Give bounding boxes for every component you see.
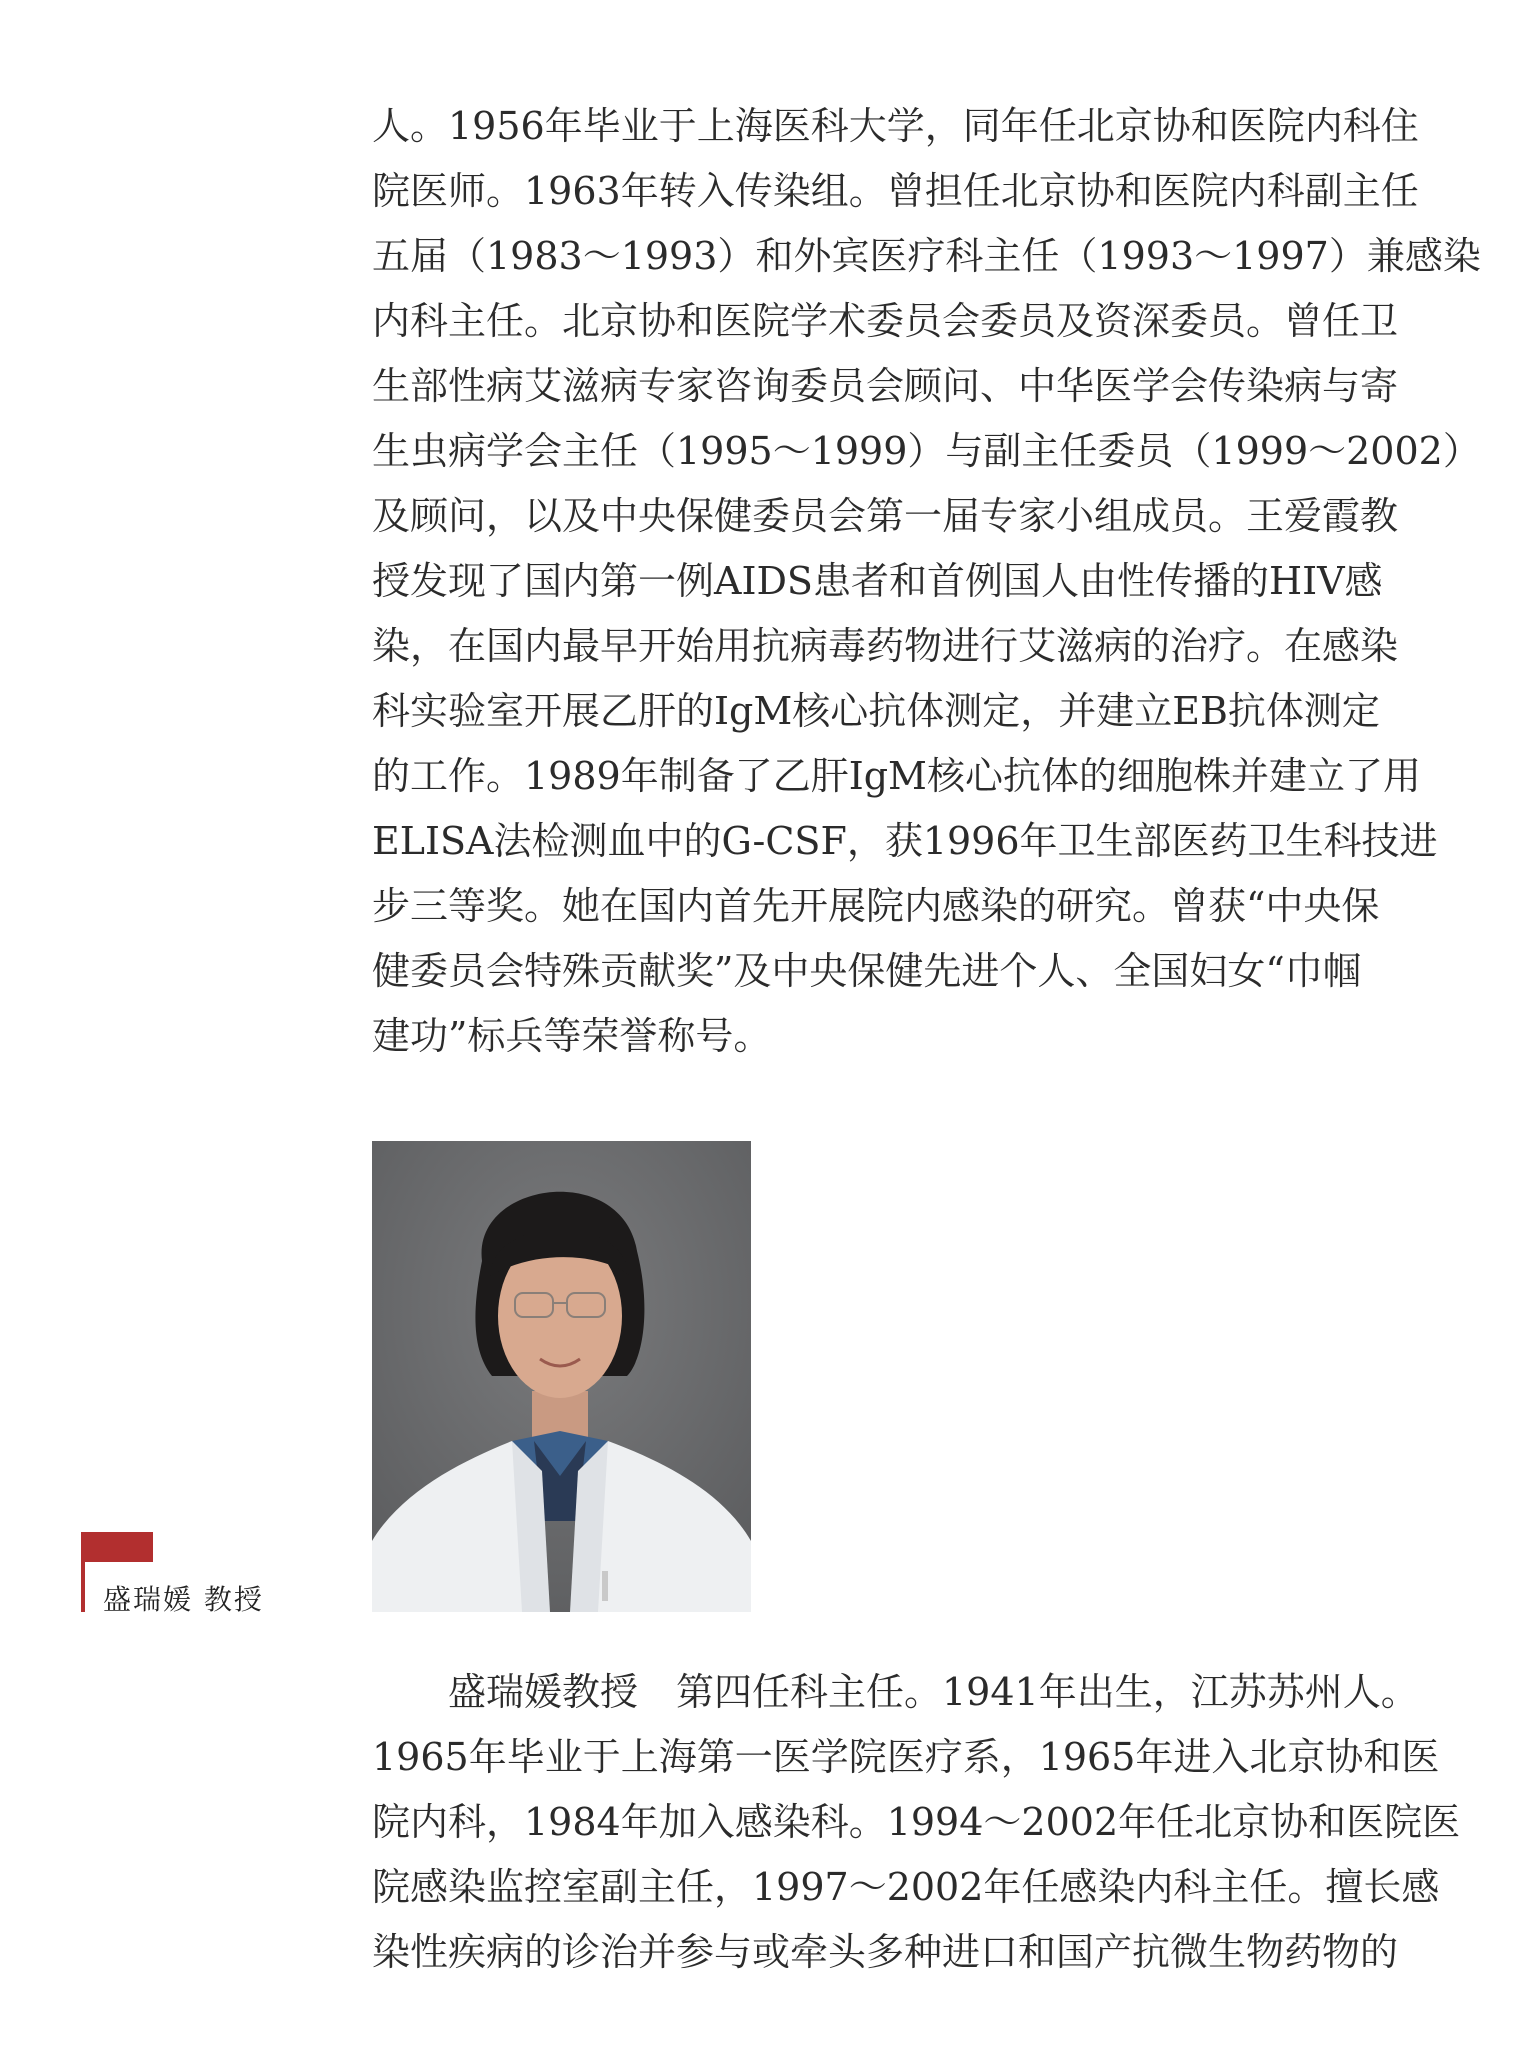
text-line: 盛瑞媛教授 第四任科主任。1941年出生，江苏苏州人。 — [448, 1670, 1419, 1714]
text-line: 健委员会特殊贡献奖”及中央保健先进个人、全国妇女“巾帼 — [372, 949, 1361, 993]
text-line: 步三等奖。她在国内首先开展院内感染的研究。曾获“中央保 — [372, 884, 1380, 928]
name-caption-label — [81, 1532, 281, 1616]
text-line: 生部性病艾滋病专家咨询委员会顾问、中华医学会传染病与寄 — [372, 364, 1399, 408]
text-line: 人。1956年毕业于上海医科大学，同年任北京协和医院内科住 — [372, 104, 1419, 148]
red-accent-rule — [81, 1532, 85, 1612]
portrait-photo — [372, 1141, 751, 1612]
text-line: 内科主任。北京协和医院学术委员会委员及资深委员。曾任卫 — [372, 299, 1399, 343]
text-line: ELISA法检测血中的G-CSF，获1996年卫生部医药卫生科技进 — [372, 819, 1438, 863]
text-line: 染性疾病的诊治并参与或牵头多种进口和国产抗微生物药物的 — [372, 1930, 1399, 1974]
text-line: 五届（1983～1993）和外宾医疗科主任（1993～1997）兼感染 — [372, 234, 1481, 278]
text-line: 院医师。1963年转入传染组。曾担任北京协和医院内科副主任 — [372, 169, 1419, 213]
biography-paragraph-sheng-ruiyuan — [372, 1660, 1461, 1985]
text-line: 科实验室开展乙肝的IgM核心抗体测定，并建立EB抗体测定 — [372, 689, 1380, 733]
text-line: 建功”标兵等荣誉称号。 — [372, 1014, 772, 1058]
text-line: 及顾问，以及中央保健委员会第一届专家小组成员。王爱霞教 — [372, 494, 1399, 538]
text-line: 院感染监控室副主任，1997～2002年任感染内科主任。擅长感 — [372, 1865, 1440, 1909]
caption-text: 盛瑞媛 教授 — [103, 1583, 264, 1616]
text-line: 1965年毕业于上海第一医学院医疗系，1965年进入北京协和医 — [372, 1735, 1440, 1779]
text-line: 院内科，1984年加入感染科。1994～2002年任北京协和医院医 — [372, 1800, 1461, 1844]
text-line: 的工作。1989年制备了乙肝IgM核心抗体的细胞株并建立了用 — [372, 754, 1421, 798]
biography-paragraph-wang-aixia — [372, 94, 1481, 1069]
text-line: 授发现了国内第一例AIDS患者和首例国人由性传播的HIV感 — [372, 559, 1383, 603]
red-accent-block — [83, 1532, 153, 1562]
text-line: 生虫病学会主任（1995～1999）与副主任委员（1999～2002） — [372, 429, 1481, 473]
text-line: 染，在国内最早开始用抗病毒药物进行艾滋病的治疗。在感染 — [372, 624, 1399, 668]
